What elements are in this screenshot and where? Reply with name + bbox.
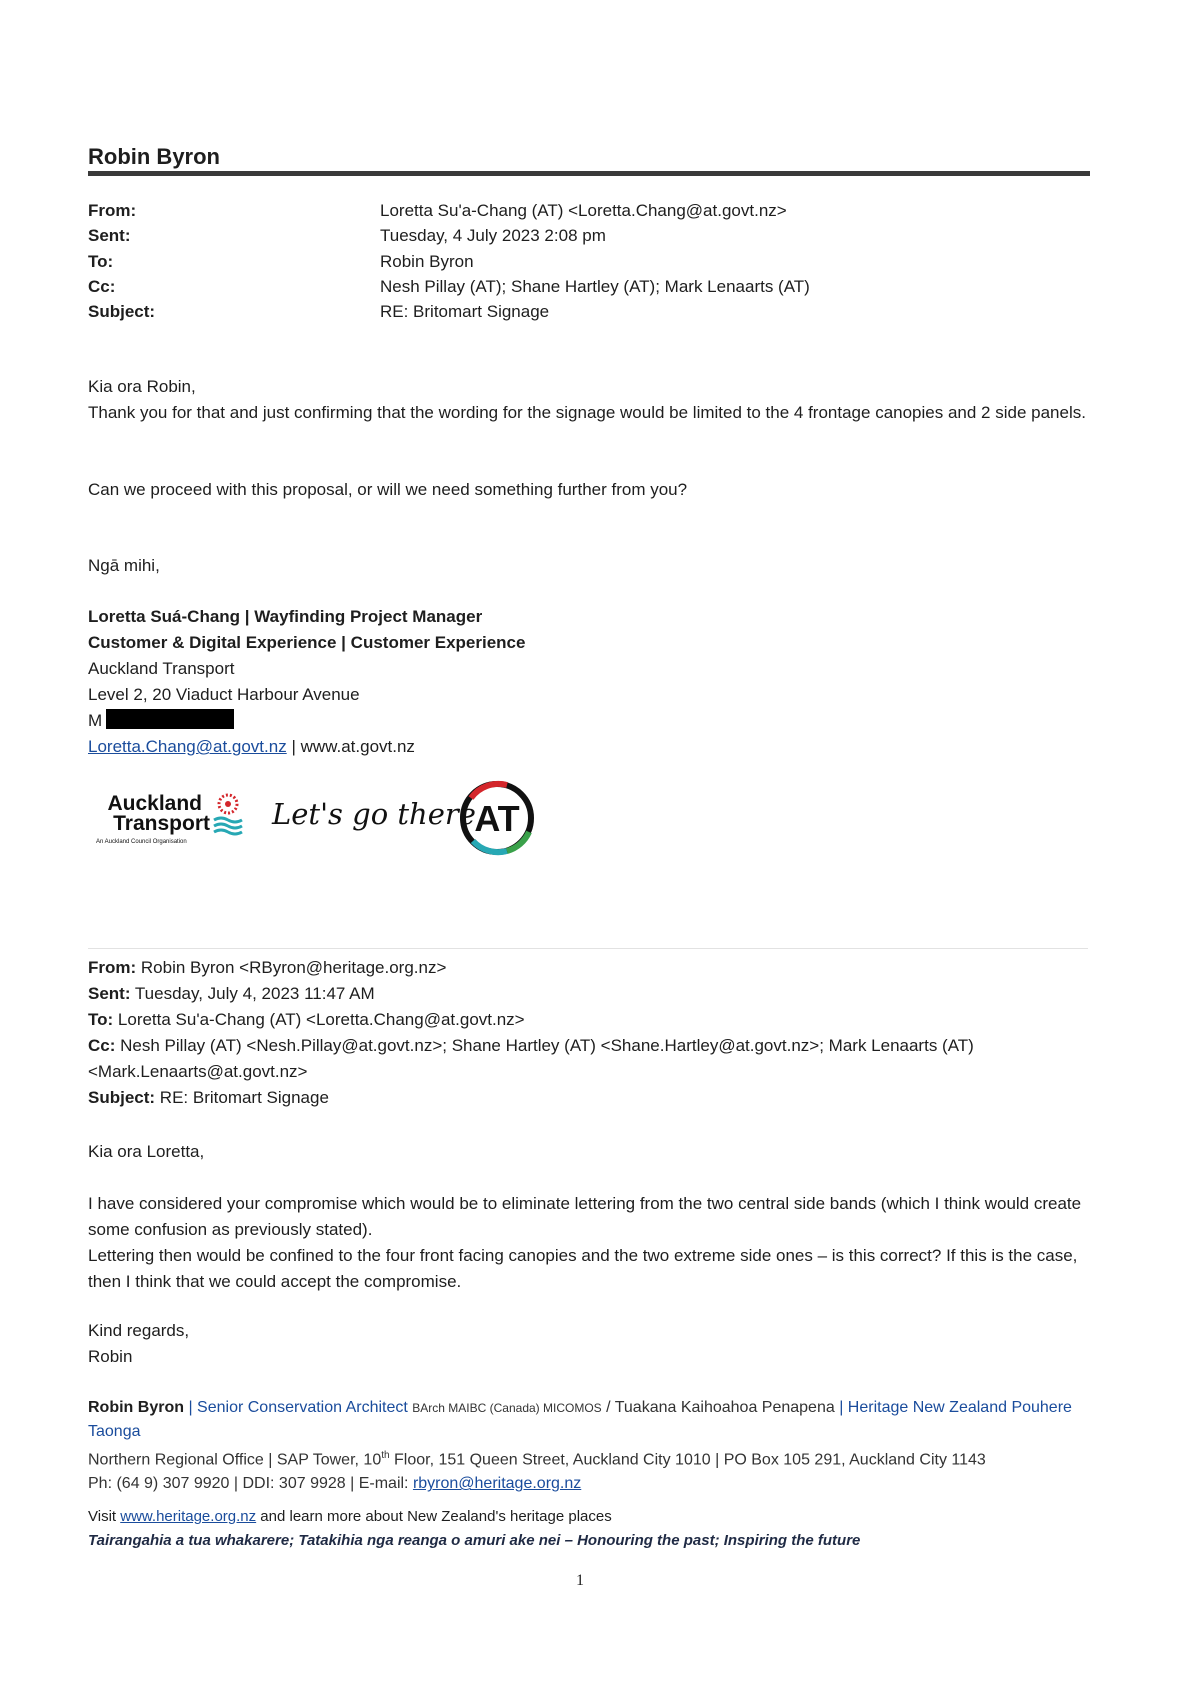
original-subject-label: Subject: [88,1088,156,1107]
original-sent-value: Tuesday, July 4, 2023 11:47 AM [134,984,375,1003]
heritage-motto: Tairangahia a tua whakarere; Tatakihia nga reanga o amuri ake nei – Honouring the past; Inspiring the future [88,1532,861,1549]
subject-label: Subject: [88,302,156,322]
sig-address: Northern Regional Office | SAP Tower, 10th Floor, 151 Queen Street, Auckland City 1010 | PO Box 105 291, Auckland City 1143 [88,1450,986,1469]
sender-mobile-line [88,708,1088,734]
sig-organisation: Heritage New Zealand Pouhere Taonga [88,1399,1072,1440]
original-from-line [88,955,1088,981]
original-subject-value: RE: Britomart Signage [159,1088,329,1107]
header-rule [88,171,1090,176]
original-from-label: From: [88,958,137,977]
sig-separator-1: | [184,1399,198,1416]
cc-value: Nesh Pillay (AT); Shane Hartley (AT); Mark Lenaarts (AT) [380,276,810,296]
sig-email-link[interactable]: rbyron@heritage.org.nz [412,1475,582,1493]
reply-paragraph-2: Can we proceed with this proposal, or will we need something further from you? [88,480,688,499]
sent-value: Tuesday, 4 July 2023 2:08 pm [380,226,606,246]
redaction-box [106,709,234,729]
at-badge-text: AT [474,798,520,839]
sig-separator-2: | [834,1399,848,1416]
sig-title: Senior Conservation Architect [197,1399,408,1416]
original-to-line [88,1007,1088,1033]
page-number: 1 [576,1572,584,1589]
original-sent-label: Sent: [88,984,131,1003]
original-subject-line [88,1085,1088,1111]
sent-label: Sent: [88,226,131,246]
heritage-signature [88,1396,1098,1496]
original-sent-line [88,981,1088,1007]
original-to-label: To: [88,1010,114,1029]
original-greeting: Kia ora Loretta, [88,1142,205,1161]
subject-value: RE: Britomart Signage [380,302,550,322]
from-value: Loretta Su'a-Chang (AT) <Loretta.Chang@at.govt.nz> [380,201,787,220]
sender-department: Customer & Digital Experience | Customer Experience [88,633,526,652]
sig-name: Robin Byron [88,1399,184,1416]
heritage-visit-block [88,1505,1098,1553]
sig-phone-line: Ph: (64 9) 307 9920 | DDI: 307 9928 | E-mail: rbyron@heritage.org.nz [88,1475,582,1493]
to-label: To: [88,251,114,271]
original-to-value: Loretta Su'a-Chang (AT) <Loretta.Chang@at.govt.nz> [117,1010,525,1029]
original-from-value: Robin Byron <RByron@heritage.org.nz> [140,958,447,977]
reply-greeting: Kia ora Robin, [88,377,196,396]
logo-brand-line-2: Transport [113,812,210,835]
contact-separator: | [286,737,301,756]
sender-name-title: Loretta Suá-Chang | Wayfinding Project Manager [88,607,483,626]
original-cc-label: Cc: [88,1036,116,1055]
pohutukawa-flower-icon [214,795,242,834]
sender-email-link[interactable]: Loretta.Chang@at.govt.nz [88,737,287,756]
sender-organisation: Auckland Transport [88,659,235,678]
mobile-label: M [88,711,103,730]
original-paragraph-2: Lettering then would be confined to the four front facing canopies and the two extreme side ones – is this correct? If this is the case, then I think that we could accept the compromise. [88,1246,1078,1291]
sender-address: Level 2, 20 Viaduct Harbour Avenue [88,685,360,704]
logo-brand-subtitle: An Auckland Council Organisation [96,839,187,845]
cc-label: Cc: [88,276,116,296]
heritage-website-link[interactable]: www.heritage.org.nz [120,1508,257,1525]
original-cc-value: Nesh Pillay (AT) <Nesh.Pillay@at.govt.nz>; Shane Hartley (AT) <Shane.Hartley@at.govt.nz>; Mark Lenaarts (AT) <Mark.Lenaarts@at.govt.nz> [88,1036,974,1081]
sig-qualifications: BArch MAIBC (Canada) MICOMOS [412,1401,602,1415]
sender-website[interactable]: www.at.govt.nz [300,737,415,756]
to-value: Robin Byron [380,251,474,271]
logo-brand-line-1: Auckland [107,792,202,815]
original-closing: Kind regards, [88,1321,190,1340]
original-cc-line [88,1033,1088,1084]
auckland-transport-logo-strip [92,772,542,864]
logo-slogan: Let's go there [272,797,476,831]
visit-line: Visit www.heritage.org.nz and learn more about New Zealand's heritage places [88,1508,612,1525]
sig-maori-title: / Tuakana Kaihoahoa Penapena [606,1399,835,1416]
original-paragraph-1: I have considered your compromise which would be to eliminate lettering from the two central side bands (which I think would create some confusion as previously stated). [88,1194,1082,1239]
original-closing-name: Robin [88,1347,133,1366]
mailbox-owner-name: Robin Byron [88,144,220,169]
reply-paragraph-1: Thank you for that and just confirming that the wording for the signage would be limited to the 4 frontage canopies and 2 side panels. [88,403,1086,422]
message-separator [88,948,1088,949]
from-label: From: [88,201,137,220]
auckland-transport-logo [92,772,542,864]
sender-contact-line [88,734,1088,760]
reply-signoff: Ngā mihi, [88,556,160,575]
